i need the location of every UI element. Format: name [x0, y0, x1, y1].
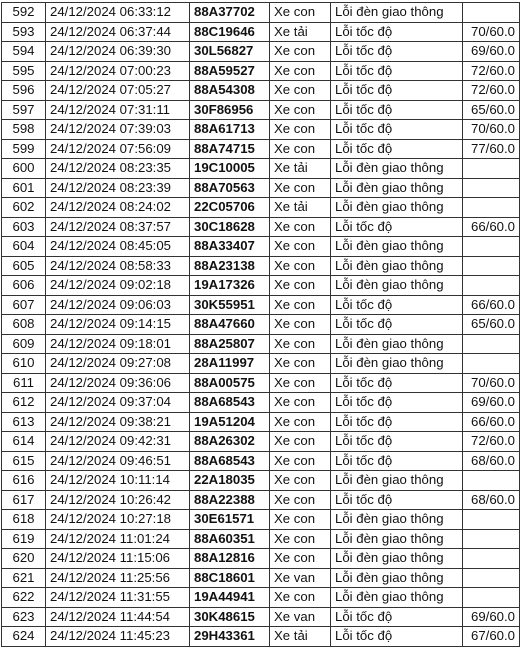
vehicle-type-cell: Xe van [270, 607, 331, 627]
violations-table-body [2, 3, 520, 647]
violation-cell: Lỗi tốc độ [331, 627, 463, 647]
timestamp-cell: 24/12/2024 09:46:51 [46, 451, 190, 471]
license-plate-cell: 19A17326 [190, 276, 270, 296]
row-index-cell: 617 [2, 490, 46, 510]
speed-cell: 65/60.0 [463, 100, 520, 120]
table-row [2, 159, 520, 179]
table-row [2, 627, 520, 647]
vehicle-type-cell: Xe con [270, 334, 331, 354]
row-index-cell: 610 [2, 354, 46, 374]
speed-cell [463, 276, 520, 296]
vehicle-type-cell: Xe con [270, 295, 331, 315]
table-row [2, 81, 520, 101]
violation-cell: Lỗi đèn giao thông [331, 568, 463, 588]
timestamp-cell: 24/12/2024 11:44:54 [46, 607, 190, 627]
table-row [2, 237, 520, 257]
table-row [2, 198, 520, 218]
license-plate-cell: 88A47660 [190, 315, 270, 335]
speed-cell: 72/60.0 [463, 61, 520, 81]
violation-cell: Lỗi đèn giao thông [331, 529, 463, 549]
violation-cell: Lỗi tốc độ [331, 217, 463, 237]
timestamp-cell: 24/12/2024 09:02:18 [46, 276, 190, 296]
violation-cell: Lỗi đèn giao thông [331, 256, 463, 276]
row-index-cell: 619 [2, 529, 46, 549]
speed-cell [463, 568, 520, 588]
license-plate-cell: 19A44941 [190, 588, 270, 608]
speed-cell [463, 256, 520, 276]
timestamp-cell: 24/12/2024 06:33:12 [46, 3, 190, 23]
speed-cell [463, 510, 520, 530]
row-index-cell: 602 [2, 198, 46, 218]
vehicle-type-cell: Xe con [270, 217, 331, 237]
violation-cell: Lỗi tốc độ [331, 42, 463, 62]
violation-cell: Lỗi tốc độ [331, 81, 463, 101]
violation-cell: Lỗi đèn giao thông [331, 549, 463, 569]
vehicle-type-cell: Xe con [270, 139, 331, 159]
vehicle-type-cell: Xe con [270, 393, 331, 413]
speed-cell: 72/60.0 [463, 81, 520, 101]
table-row [2, 393, 520, 413]
timestamp-cell: 24/12/2024 11:15:06 [46, 549, 190, 569]
vehicle-type-cell: Xe con [270, 237, 331, 257]
speed-cell [463, 471, 520, 491]
row-index-cell: 600 [2, 159, 46, 179]
row-index-cell: 612 [2, 393, 46, 413]
table-row [2, 256, 520, 276]
violation-cell: Lỗi tốc độ [331, 100, 463, 120]
timestamp-cell: 24/12/2024 06:39:30 [46, 42, 190, 62]
vehicle-type-cell: Xe con [270, 588, 331, 608]
row-index-cell: 622 [2, 588, 46, 608]
speed-cell: 66/60.0 [463, 217, 520, 237]
violation-cell: Lỗi đèn giao thông [331, 178, 463, 198]
license-plate-cell: 88A59527 [190, 61, 270, 81]
vehicle-type-cell: Xe con [270, 510, 331, 530]
table-row [2, 529, 520, 549]
violation-cell: Lỗi tốc độ [331, 451, 463, 471]
license-plate-cell: 28A11997 [190, 354, 270, 374]
table-row [2, 354, 520, 374]
timestamp-cell: 24/12/2024 09:27:08 [46, 354, 190, 374]
license-plate-cell: 22C05706 [190, 198, 270, 218]
table-row [2, 22, 520, 42]
vehicle-type-cell: Xe con [270, 412, 331, 432]
violation-cell: Lỗi tốc độ [331, 120, 463, 140]
timestamp-cell: 24/12/2024 07:05:27 [46, 81, 190, 101]
violation-cell: Lỗi tốc độ [331, 490, 463, 510]
timestamp-cell: 24/12/2024 09:42:31 [46, 432, 190, 452]
vehicle-type-cell: Xe con [270, 549, 331, 569]
violation-cell: Lỗi tốc độ [331, 393, 463, 413]
license-plate-cell: 88A12816 [190, 549, 270, 569]
speed-cell [463, 178, 520, 198]
speed-cell: 69/60.0 [463, 393, 520, 413]
vehicle-type-cell: Xe con [270, 81, 331, 101]
timestamp-cell: 24/12/2024 07:31:11 [46, 100, 190, 120]
vehicle-type-cell: Xe con [270, 61, 331, 81]
timestamp-cell: 24/12/2024 11:25:56 [46, 568, 190, 588]
table-row [2, 217, 520, 237]
speed-cell: 68/60.0 [463, 451, 520, 471]
violation-cell: Lỗi tốc độ [331, 315, 463, 335]
vehicle-type-cell: Xe con [270, 178, 331, 198]
license-plate-cell: 30F86956 [190, 100, 270, 120]
timestamp-cell: 24/12/2024 11:45:23 [46, 627, 190, 647]
license-plate-cell: 88A33407 [190, 237, 270, 257]
row-index-cell: 608 [2, 315, 46, 335]
vehicle-type-cell: Xe tải [270, 627, 331, 647]
timestamp-cell: 24/12/2024 10:26:42 [46, 490, 190, 510]
vehicle-type-cell: Xe con [270, 373, 331, 393]
row-index-cell: 593 [2, 22, 46, 42]
table-row [2, 549, 520, 569]
license-plate-cell: 88A61713 [190, 120, 270, 140]
timestamp-cell: 24/12/2024 09:18:01 [46, 334, 190, 354]
vehicle-type-cell: Xe con [270, 256, 331, 276]
license-plate-cell: 88C19646 [190, 22, 270, 42]
vehicle-type-cell: Xe tải [270, 198, 331, 218]
timestamp-cell: 24/12/2024 07:00:23 [46, 61, 190, 81]
license-plate-cell: 30K48615 [190, 607, 270, 627]
timestamp-cell: 24/12/2024 11:01:24 [46, 529, 190, 549]
violation-cell: Lỗi đèn giao thông [331, 159, 463, 179]
violation-cell: Lỗi đèn giao thông [331, 198, 463, 218]
vehicle-type-cell: Xe con [270, 3, 331, 23]
vehicle-type-cell: Xe con [270, 100, 331, 120]
table-row [2, 471, 520, 491]
row-index-cell: 623 [2, 607, 46, 627]
table-row [2, 607, 520, 627]
row-index-cell: 620 [2, 549, 46, 569]
violation-cell: Lỗi đèn giao thông [331, 588, 463, 608]
violation-cell: Lỗi tốc độ [331, 22, 463, 42]
vehicle-type-cell: Xe con [270, 451, 331, 471]
table-row [2, 432, 520, 452]
vehicle-type-cell: Xe con [270, 490, 331, 510]
license-plate-cell: 88A37702 [190, 3, 270, 23]
license-plate-cell: 88A74715 [190, 139, 270, 159]
violation-cell: Lỗi đèn giao thông [331, 354, 463, 374]
vehicle-type-cell: Xe con [270, 120, 331, 140]
vehicle-type-cell: Xe tải [270, 159, 331, 179]
violation-cell: Lỗi đèn giao thông [331, 334, 463, 354]
violation-cell: Lỗi tốc độ [331, 295, 463, 315]
speed-cell: 70/60.0 [463, 22, 520, 42]
table-row [2, 276, 520, 296]
row-index-cell: 595 [2, 61, 46, 81]
violations-table [1, 2, 520, 647]
violation-cell: Lỗi đèn giao thông [331, 276, 463, 296]
table-row [2, 139, 520, 159]
row-index-cell: 605 [2, 256, 46, 276]
row-index-cell: 604 [2, 237, 46, 257]
row-index-cell: 597 [2, 100, 46, 120]
speed-cell [463, 198, 520, 218]
table-row [2, 334, 520, 354]
row-index-cell: 613 [2, 412, 46, 432]
timestamp-cell: 24/12/2024 09:37:04 [46, 393, 190, 413]
violation-cell: Lỗi tốc độ [331, 607, 463, 627]
timestamp-cell: 24/12/2024 09:14:15 [46, 315, 190, 335]
speed-cell: 66/60.0 [463, 412, 520, 432]
vehicle-type-cell: Xe tải [270, 22, 331, 42]
table-row [2, 61, 520, 81]
license-plate-cell: 19A51204 [190, 412, 270, 432]
row-index-cell: 614 [2, 432, 46, 452]
speed-cell [463, 334, 520, 354]
table-row [2, 510, 520, 530]
timestamp-cell: 24/12/2024 10:27:18 [46, 510, 190, 530]
timestamp-cell: 24/12/2024 07:56:09 [46, 139, 190, 159]
row-index-cell: 611 [2, 373, 46, 393]
license-plate-cell: 88C18601 [190, 568, 270, 588]
row-index-cell: 594 [2, 42, 46, 62]
license-plate-cell: 30E61571 [190, 510, 270, 530]
row-index-cell: 592 [2, 3, 46, 23]
violation-cell: Lỗi đèn giao thông [331, 237, 463, 257]
table-row [2, 568, 520, 588]
timestamp-cell: 24/12/2024 09:36:06 [46, 373, 190, 393]
license-plate-cell: 88A54308 [190, 81, 270, 101]
table-row [2, 490, 520, 510]
vehicle-type-cell: Xe con [270, 354, 331, 374]
vehicle-type-cell: Xe con [270, 315, 331, 335]
speed-cell: 70/60.0 [463, 373, 520, 393]
table-row [2, 412, 520, 432]
speed-cell [463, 3, 520, 23]
table-row [2, 100, 520, 120]
timestamp-cell: 24/12/2024 07:39:03 [46, 120, 190, 140]
vehicle-type-cell: Xe con [270, 471, 331, 491]
table-row [2, 315, 520, 335]
table-row [2, 373, 520, 393]
license-plate-cell: 30K55951 [190, 295, 270, 315]
row-index-cell: 599 [2, 139, 46, 159]
license-plate-cell: 22A18035 [190, 471, 270, 491]
timestamp-cell: 24/12/2024 09:06:03 [46, 295, 190, 315]
timestamp-cell: 24/12/2024 08:23:35 [46, 159, 190, 179]
timestamp-cell: 24/12/2024 09:38:21 [46, 412, 190, 432]
speed-cell [463, 588, 520, 608]
vehicle-type-cell: Xe con [270, 276, 331, 296]
speed-cell: 77/60.0 [463, 139, 520, 159]
speed-cell [463, 159, 520, 179]
table-row [2, 120, 520, 140]
vehicle-type-cell: Xe con [270, 42, 331, 62]
row-index-cell: 618 [2, 510, 46, 530]
timestamp-cell: 24/12/2024 06:37:44 [46, 22, 190, 42]
table-row [2, 295, 520, 315]
license-plate-cell: 88A22388 [190, 490, 270, 510]
violation-cell: Lỗi tốc độ [331, 432, 463, 452]
license-plate-cell: 19C10005 [190, 159, 270, 179]
license-plate-cell: 30C18628 [190, 217, 270, 237]
row-index-cell: 609 [2, 334, 46, 354]
vehicle-type-cell: Xe con [270, 529, 331, 549]
timestamp-cell: 24/12/2024 08:37:57 [46, 217, 190, 237]
speed-cell: 67/60.0 [463, 627, 520, 647]
license-plate-cell: 88A60351 [190, 529, 270, 549]
table-row [2, 451, 520, 471]
violation-cell: Lỗi tốc độ [331, 412, 463, 432]
timestamp-cell: 24/12/2024 10:11:14 [46, 471, 190, 491]
row-index-cell: 596 [2, 81, 46, 101]
license-plate-cell: 88A25807 [190, 334, 270, 354]
row-index-cell: 621 [2, 568, 46, 588]
timestamp-cell: 24/12/2024 08:45:05 [46, 237, 190, 257]
table-row [2, 588, 520, 608]
row-index-cell: 616 [2, 471, 46, 491]
license-plate-cell: 88A26302 [190, 432, 270, 452]
license-plate-cell: 88A23138 [190, 256, 270, 276]
row-index-cell: 603 [2, 217, 46, 237]
speed-cell: 69/60.0 [463, 42, 520, 62]
speed-cell: 68/60.0 [463, 490, 520, 510]
violation-cell: Lỗi tốc độ [331, 373, 463, 393]
vehicle-type-cell: Xe van [270, 568, 331, 588]
speed-cell [463, 354, 520, 374]
timestamp-cell: 24/12/2024 11:31:55 [46, 588, 190, 608]
row-index-cell: 601 [2, 178, 46, 198]
speed-cell [463, 237, 520, 257]
license-plate-cell: 88A68543 [190, 451, 270, 471]
timestamp-cell: 24/12/2024 08:58:33 [46, 256, 190, 276]
license-plate-cell: 88A68543 [190, 393, 270, 413]
row-index-cell: 607 [2, 295, 46, 315]
license-plate-cell: 88A70563 [190, 178, 270, 198]
row-index-cell: 624 [2, 627, 46, 647]
speed-cell [463, 529, 520, 549]
table-row [2, 3, 520, 23]
violation-cell: Lỗi đèn giao thông [331, 3, 463, 23]
violation-cell: Lỗi đèn giao thông [331, 471, 463, 491]
speed-cell: 72/60.0 [463, 432, 520, 452]
timestamp-cell: 24/12/2024 08:24:02 [46, 198, 190, 218]
license-plate-cell: 29H43361 [190, 627, 270, 647]
speed-cell: 69/60.0 [463, 607, 520, 627]
speed-cell: 66/60.0 [463, 295, 520, 315]
table-row [2, 42, 520, 62]
row-index-cell: 615 [2, 451, 46, 471]
row-index-cell: 598 [2, 120, 46, 140]
violation-cell: Lỗi đèn giao thông [331, 510, 463, 530]
violation-cell: Lỗi tốc độ [331, 61, 463, 81]
speed-cell [463, 549, 520, 569]
violation-cell: Lỗi tốc độ [331, 139, 463, 159]
row-index-cell: 606 [2, 276, 46, 296]
speed-cell: 70/60.0 [463, 120, 520, 140]
table-row [2, 178, 520, 198]
vehicle-type-cell: Xe con [270, 432, 331, 452]
license-plate-cell: 88A00575 [190, 373, 270, 393]
speed-cell: 65/60.0 [463, 315, 520, 335]
license-plate-cell: 30L56827 [190, 42, 270, 62]
timestamp-cell: 24/12/2024 08:23:39 [46, 178, 190, 198]
